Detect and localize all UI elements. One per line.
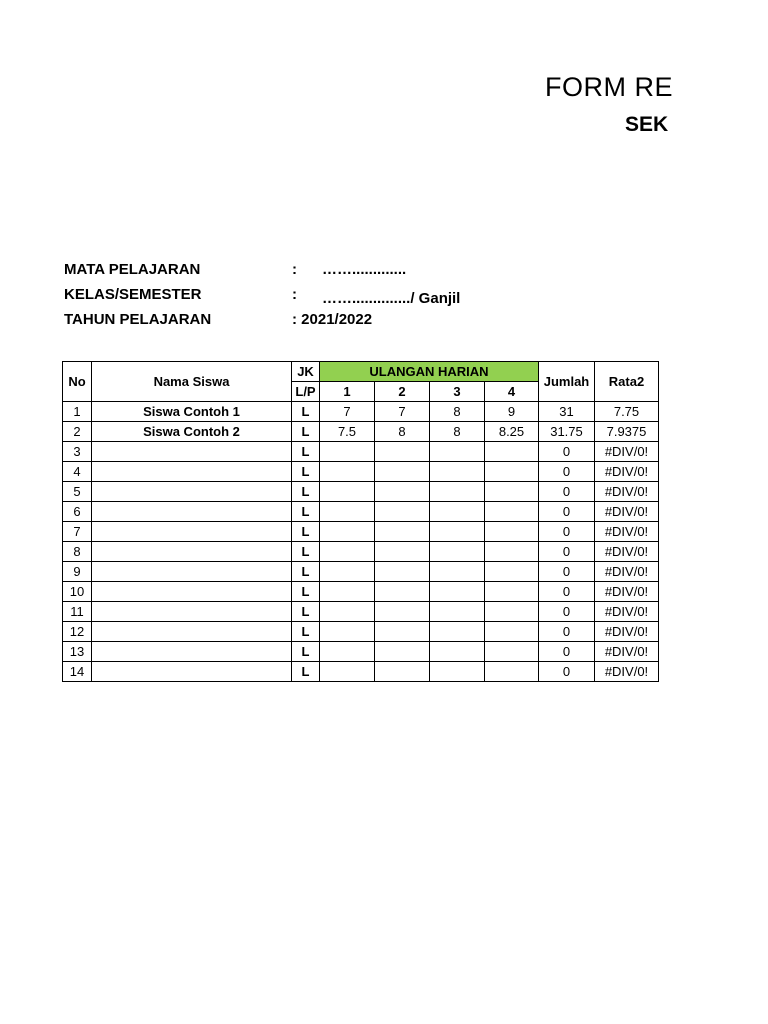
cell-uh-4 (485, 442, 539, 462)
cell-rata2: #DIV/0! (595, 482, 659, 502)
info-value: : 2021/2022 (292, 311, 373, 328)
cell-no: 11 (63, 602, 92, 622)
cell-nama-siswa (92, 622, 292, 642)
cell-no: 10 (63, 582, 92, 602)
cell-rata2: 7.75 (595, 402, 659, 422)
cell-jk: L (292, 502, 320, 522)
grades-body (63, 402, 659, 682)
table-row (63, 622, 659, 642)
cell-uh-2: 7 (375, 402, 430, 422)
cell-nama-siswa (92, 522, 292, 542)
table-row (63, 442, 659, 462)
table-row (63, 602, 659, 622)
cell-rata2: #DIV/0! (595, 662, 659, 682)
header-uh-3: 3 (430, 382, 485, 402)
cell-jk: L (292, 562, 320, 582)
cell-uh-4 (485, 542, 539, 562)
info-value: ……............. (322, 261, 407, 278)
cell-nama-siswa (92, 442, 292, 462)
header-jumlah: Jumlah (539, 362, 595, 402)
cell-jumlah: 31.75 (539, 422, 595, 442)
cell-rata2: #DIV/0! (595, 522, 659, 542)
cell-uh-1 (320, 542, 375, 562)
header-no: No (63, 362, 92, 402)
cell-no: 7 (63, 522, 92, 542)
cell-uh-4 (485, 622, 539, 642)
cell-nama-siswa (92, 482, 292, 502)
info-colon: : (292, 286, 297, 303)
cell-rata2: #DIV/0! (595, 642, 659, 662)
cell-uh-2 (375, 442, 430, 462)
cell-uh-3 (430, 662, 485, 682)
cell-uh-3: 8 (430, 402, 485, 422)
cell-jumlah: 0 (539, 642, 595, 662)
cell-uh-2 (375, 602, 430, 622)
document-subtitle: SEK (625, 113, 669, 136)
table-row (63, 402, 659, 422)
header-ulangan-harian: ULANGAN HARIAN (320, 362, 539, 382)
cell-nama-siswa (92, 562, 292, 582)
cell-rata2: #DIV/0! (595, 582, 659, 602)
table-row (63, 542, 659, 562)
cell-jk: L (292, 482, 320, 502)
cell-jk: L (292, 642, 320, 662)
cell-uh-1 (320, 662, 375, 682)
cell-nama-siswa (92, 502, 292, 522)
cell-no: 6 (63, 502, 92, 522)
cell-uh-3 (430, 542, 485, 562)
cell-rata2: 7.9375 (595, 422, 659, 442)
cell-uh-3 (430, 442, 485, 462)
cell-uh-1 (320, 562, 375, 582)
cell-uh-4 (485, 482, 539, 502)
cell-jk: L (292, 422, 320, 442)
cell-jk: L (292, 582, 320, 602)
header-lp: L/P (292, 382, 320, 402)
table-row (63, 422, 659, 442)
cell-uh-4 (485, 462, 539, 482)
header-jk: JK (292, 362, 320, 382)
cell-uh-1 (320, 642, 375, 662)
cell-nama-siswa (92, 642, 292, 662)
cell-uh-1 (320, 582, 375, 602)
cell-uh-3 (430, 482, 485, 502)
cell-nama-siswa (92, 542, 292, 562)
cell-jk: L (292, 462, 320, 482)
cell-jumlah: 0 (539, 502, 595, 522)
cell-uh-4 (485, 522, 539, 542)
cell-jk: L (292, 402, 320, 422)
cell-no: 9 (63, 562, 92, 582)
cell-nama-siswa (92, 602, 292, 622)
cell-uh-1 (320, 602, 375, 622)
cell-uh-2 (375, 522, 430, 542)
cell-no: 12 (63, 622, 92, 642)
cell-rata2: #DIV/0! (595, 602, 659, 622)
cell-jk: L (292, 522, 320, 542)
header-nama-siswa: Nama Siswa (92, 362, 292, 402)
cell-uh-1 (320, 482, 375, 502)
cell-uh-4 (485, 602, 539, 622)
cell-uh-4: 8.25 (485, 422, 539, 442)
cell-uh-3: 8 (430, 422, 485, 442)
cell-uh-2 (375, 662, 430, 682)
cell-jumlah: 31 (539, 402, 595, 422)
cell-no: 14 (63, 662, 92, 682)
cell-uh-4 (485, 662, 539, 682)
cell-uh-1: 7 (320, 402, 375, 422)
cell-jumlah: 0 (539, 622, 595, 642)
cell-uh-3 (430, 622, 485, 642)
cell-nama-siswa: Siswa Contoh 2 (92, 422, 292, 442)
cell-rata2: #DIV/0! (595, 542, 659, 562)
cell-uh-2: 8 (375, 422, 430, 442)
cell-jk: L (292, 602, 320, 622)
cell-uh-4: 9 (485, 402, 539, 422)
table-row (63, 582, 659, 602)
cell-uh-2 (375, 502, 430, 522)
cell-jk: L (292, 542, 320, 562)
cell-jumlah: 0 (539, 562, 595, 582)
cell-no: 2 (63, 422, 92, 442)
cell-jumlah: 0 (539, 662, 595, 682)
cell-jumlah: 0 (539, 482, 595, 502)
cell-jk: L (292, 622, 320, 642)
header-rata2: Rata2 (595, 362, 659, 402)
cell-jk: L (292, 662, 320, 682)
cell-no: 1 (63, 402, 92, 422)
document-title: FORM RE (545, 72, 673, 102)
cell-uh-4 (485, 502, 539, 522)
table-row (63, 662, 659, 682)
info-colon: : (292, 261, 297, 278)
cell-uh-1 (320, 502, 375, 522)
cell-nama-siswa (92, 582, 292, 602)
cell-no: 4 (63, 462, 92, 482)
cell-uh-4 (485, 582, 539, 602)
cell-jumlah: 0 (539, 442, 595, 462)
cell-uh-1 (320, 442, 375, 462)
table-row (63, 642, 659, 662)
cell-uh-4 (485, 562, 539, 582)
cell-no: 13 (63, 642, 92, 662)
cell-rata2: #DIV/0! (595, 502, 659, 522)
cell-uh-2 (375, 622, 430, 642)
cell-rata2: #DIV/0! (595, 562, 659, 582)
cell-uh-1 (320, 522, 375, 542)
cell-uh-3 (430, 522, 485, 542)
cell-uh-2 (375, 482, 430, 502)
header-uh-4: 4 (485, 382, 539, 402)
cell-uh-1 (320, 622, 375, 642)
table-header-row (63, 362, 659, 382)
cell-no: 3 (63, 442, 92, 462)
info-label: TAHUN PELAJARAN (64, 311, 212, 328)
info-label: MATA PELAJARAN (64, 261, 201, 278)
cell-uh-2 (375, 462, 430, 482)
cell-jumlah: 0 (539, 462, 595, 482)
cell-uh-1 (320, 462, 375, 482)
table-row (63, 522, 659, 542)
cell-uh-1: 7.5 (320, 422, 375, 442)
cell-jumlah: 0 (539, 542, 595, 562)
cell-uh-2 (375, 562, 430, 582)
cell-uh-2 (375, 582, 430, 602)
cell-uh-3 (430, 582, 485, 602)
cell-jumlah: 0 (539, 522, 595, 542)
cell-uh-3 (430, 562, 485, 582)
cell-jk: L (292, 442, 320, 462)
cell-nama-siswa: Siswa Contoh 1 (92, 402, 292, 422)
cell-uh-3 (430, 502, 485, 522)
table-row (63, 562, 659, 582)
cell-rata2: #DIV/0! (595, 462, 659, 482)
table-row (63, 482, 659, 502)
cell-no: 5 (63, 482, 92, 502)
info-label: KELAS/SEMESTER (64, 286, 202, 303)
grades-table (62, 361, 659, 682)
cell-rata2: #DIV/0! (595, 622, 659, 642)
cell-uh-3 (430, 462, 485, 482)
cell-nama-siswa (92, 462, 292, 482)
cell-uh-2 (375, 542, 430, 562)
header-uh-1: 1 (320, 382, 375, 402)
cell-uh-2 (375, 642, 430, 662)
cell-uh-4 (485, 642, 539, 662)
table-row (63, 462, 659, 482)
cell-nama-siswa (92, 662, 292, 682)
cell-rata2: #DIV/0! (595, 442, 659, 462)
cell-no: 8 (63, 542, 92, 562)
info-value: ……............../ Ganjil (322, 290, 461, 307)
cell-jumlah: 0 (539, 582, 595, 602)
table-row (63, 502, 659, 522)
cell-jumlah: 0 (539, 602, 595, 622)
cell-uh-3 (430, 642, 485, 662)
header-uh-2: 2 (375, 382, 430, 402)
cell-uh-3 (430, 602, 485, 622)
